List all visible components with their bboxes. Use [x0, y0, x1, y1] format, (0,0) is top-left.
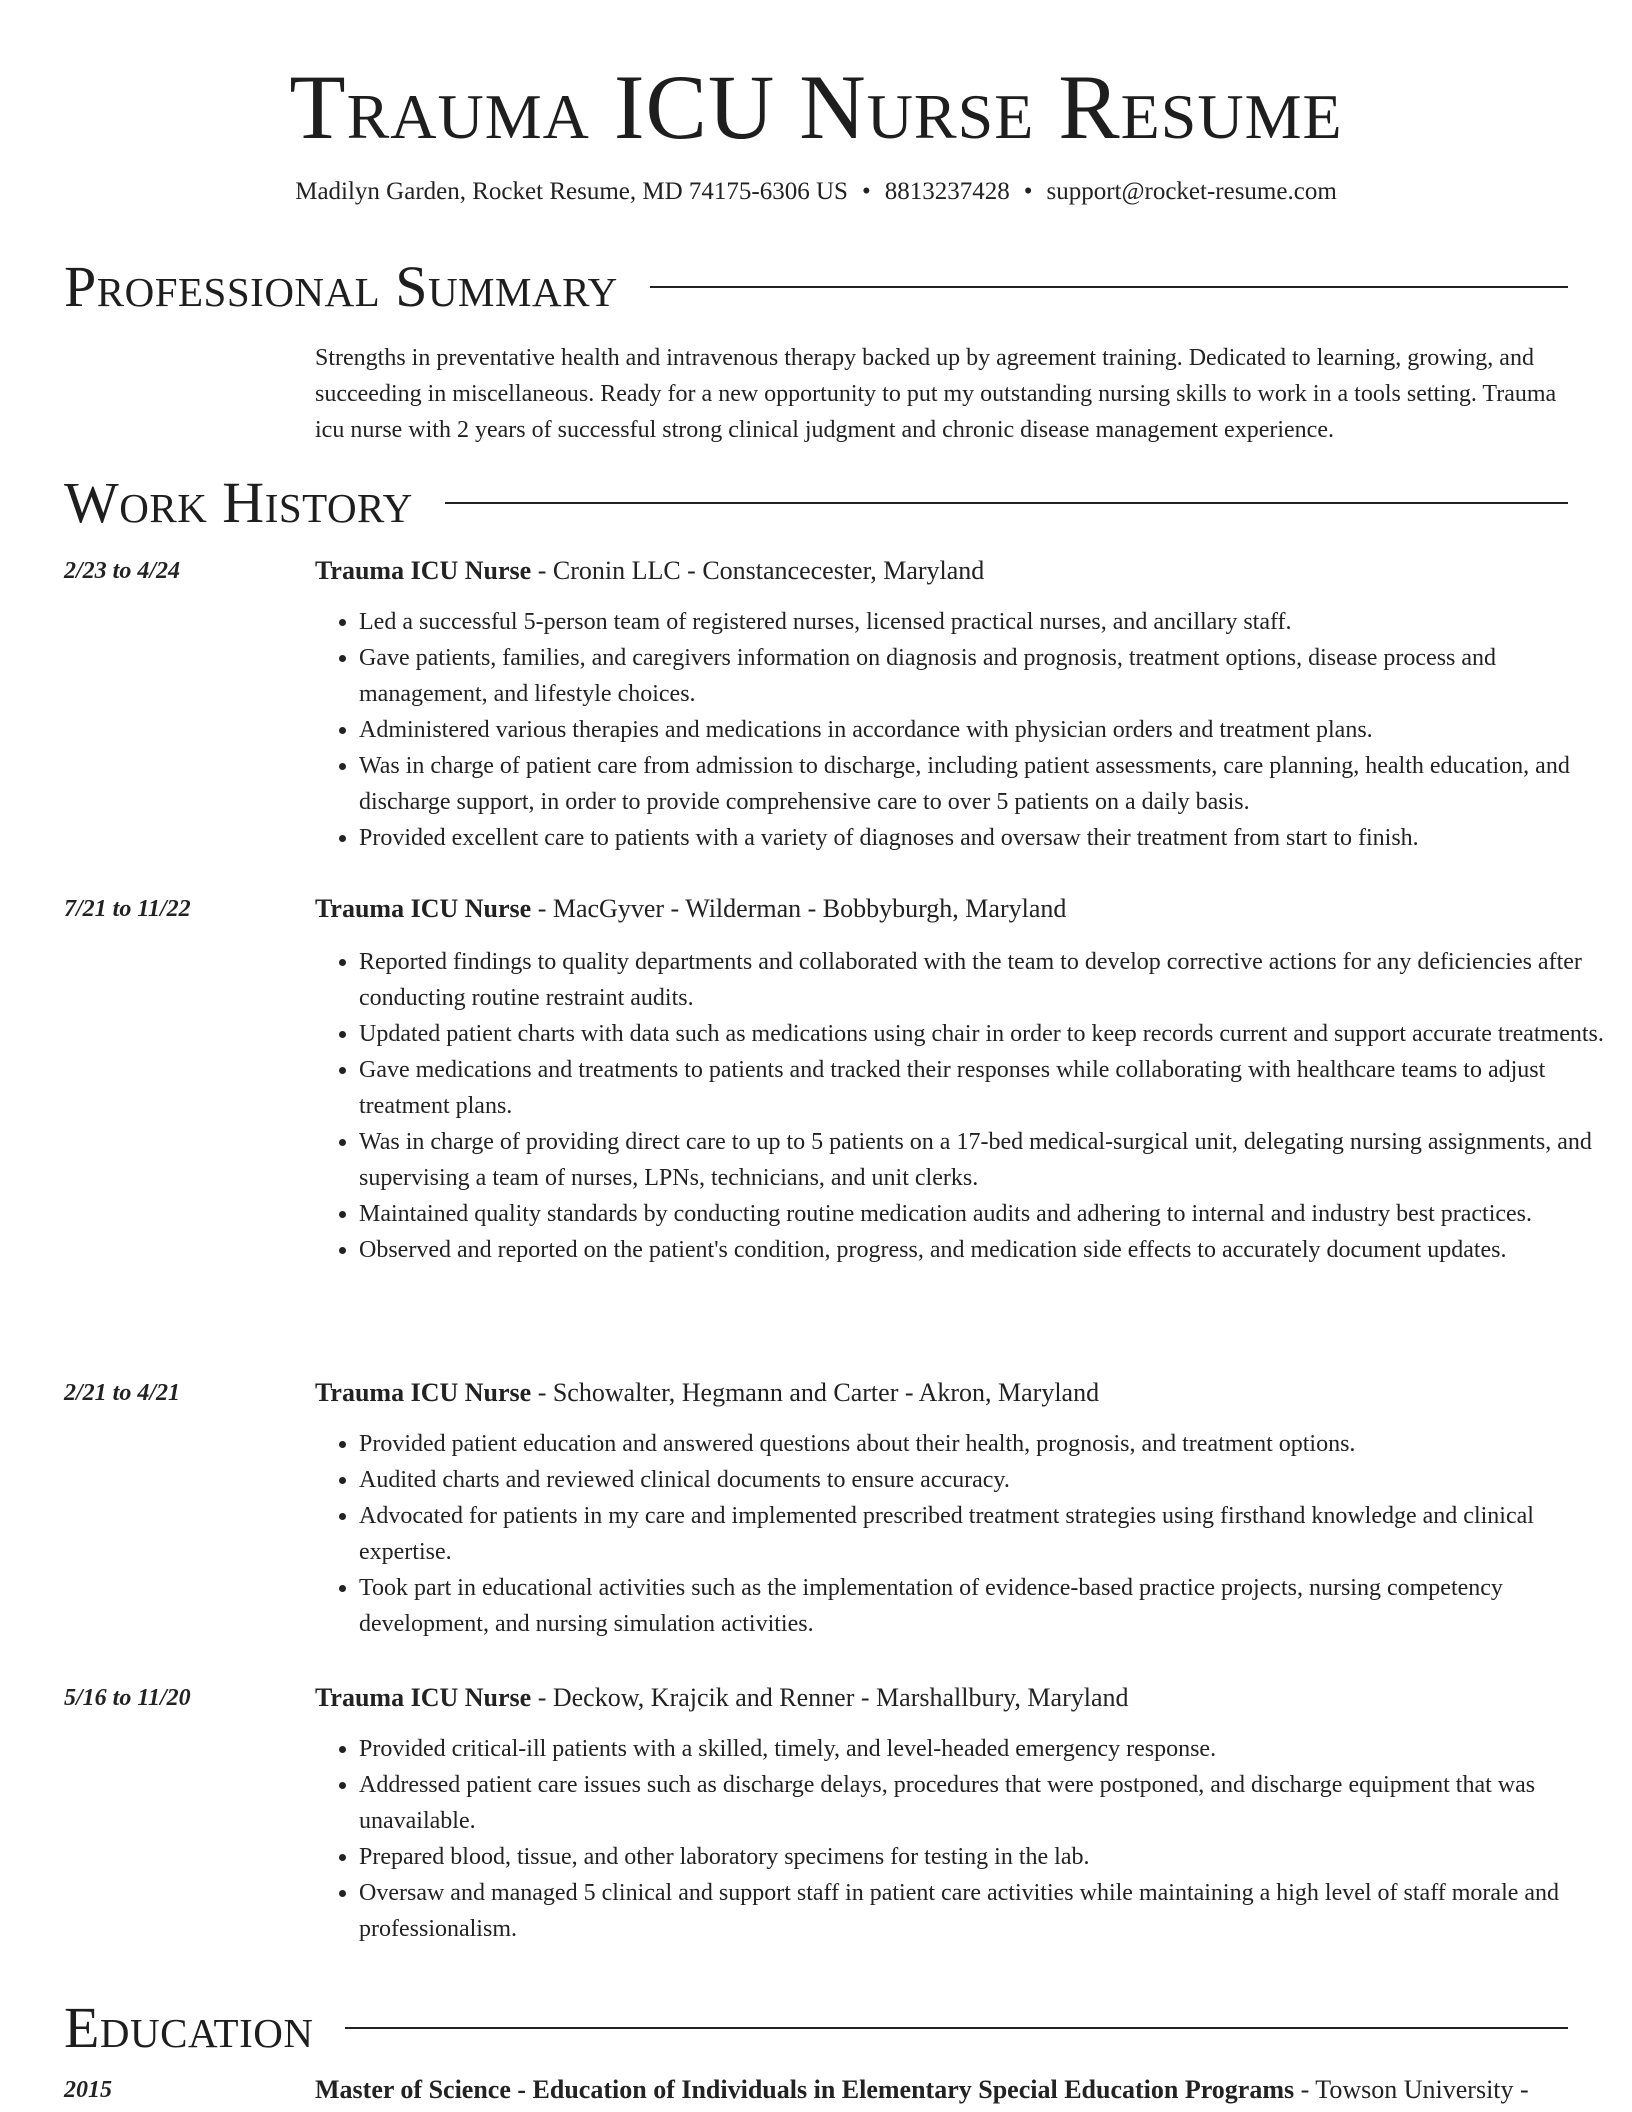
list-item: • Was in charge of patient care from admission to discharge, including patient assessments, care planning, health education, and discharge support, in order to provide comprehensive care to over 5 patients on a daily basis.	[359, 748, 1612, 820]
list-item: • Advocated for patients in my care and implemented prescribed treatment strategies using firsthand knowledge and clinical expertise.	[359, 1498, 1612, 1570]
section-divider	[650, 286, 1568, 288]
job-date: 2/21 to 4/21	[64, 1380, 181, 1406]
list-item: • Was in charge of providing direct care to up to 5 patients on a 17-bed medical-surgical unit, delegating nursing assignments, and supervising a team of nurses, LPNs, technicians, and unit clerks.	[359, 1124, 1612, 1196]
list-item: • Oversaw and managed 5 clinical and support staff in patient care activities while maintaining a high level of staff morale and professionalism.	[359, 1875, 1612, 1947]
section-header-summary	[64, 252, 1568, 322]
contact-email: support@rocket-resume.com	[1046, 178, 1337, 205]
job-heading	[315, 554, 1568, 588]
job-heading	[315, 1376, 1568, 1410]
education-heading	[315, 2073, 1568, 2107]
job-title: Trauma ICU Nurse	[315, 1683, 532, 1712]
job-employer: - MacGyver - Wilderman - Bobbyburgh, Maryland	[531, 894, 1067, 923]
section-title-work-history: Work History	[64, 470, 413, 535]
list-item: • Led a successful 5-person team of registered nurses, licensed practical nurses, and ancillary staff.	[359, 604, 1612, 640]
list-item: • Provided critical-ill patients with a skilled, timely, and level-headed emergency response.	[359, 1731, 1612, 1767]
list-item: • Updated patient charts with data such as medications using chair in order to keep records current and support accurate treatments.	[359, 1016, 1612, 1052]
job-title: Trauma ICU Nurse	[315, 1378, 532, 1407]
job-employer: - Deckow, Krajcik and Renner - Marshallbury, Maryland	[531, 1683, 1129, 1712]
job-heading	[315, 1681, 1568, 1715]
job-title: Trauma ICU Nurse	[315, 894, 532, 923]
job-bullets	[315, 944, 1612, 1268]
job-employer: - Cronin LLC - Constancecester, Maryland	[531, 556, 985, 585]
list-item: • Reported findings to quality departments and collaborated with the team to develop corrective actions for any deficiencies after conducting routine restraint audits.	[359, 944, 1612, 1016]
list-item: • Addressed patient care issues such as discharge delays, procedures that were postponed, and discharge equipment that was unavailable.	[359, 1767, 1612, 1839]
list-item: • Gave patients, families, and caregivers information on diagnosis and prognosis, treatment options, disease process and management, and lifestyle choices.	[359, 640, 1612, 712]
job-date: 2/23 to 4/24	[64, 558, 181, 584]
list-item: • Provided patient education and answered questions about their health, prognosis, and treatment options.	[359, 1426, 1612, 1462]
education-school: - Towson University -	[1294, 2075, 1529, 2104]
section-divider	[345, 2027, 1568, 2029]
list-item: • Audited charts and reviewed clinical documents to ensure accuracy.	[359, 1462, 1612, 1498]
job-date: 5/16 to 11/20	[64, 1685, 191, 1711]
job-bullets	[315, 1426, 1612, 1642]
section-header-work-history	[64, 468, 1568, 538]
page-title: Trauma ICU Nurse Resume	[289, 56, 1343, 158]
contact-line	[0, 176, 1632, 208]
section-header-education	[64, 1993, 1568, 2063]
summary-text: Strengths in preventative health and intravenous therapy backed up by agreement training. Dedicated to learning, growing, and succeeding in miscellaneous. Ready for a new opportunity to put my outstanding nursing skills to work in a tools setting. Trauma icu nurse with 2 years of successful strong clinical judgment and chronic disease management experience.	[315, 345, 1557, 443]
list-item: • Prepared blood, tissue, and other laboratory specimens for testing in the lab.	[359, 1839, 1612, 1875]
list-item: • Provided excellent care to patients with a variety of diagnoses and oversaw their treatment from start to finish.	[359, 820, 1612, 856]
job-bullets	[315, 1731, 1612, 1947]
list-item: • Observed and reported on the patient's condition, progress, and medication side effects to accurately document updates.	[359, 1232, 1612, 1268]
contact-separator: •	[861, 178, 871, 205]
contact-separator: •	[1023, 178, 1033, 205]
job-bullets	[315, 604, 1612, 856]
list-item: • Administered various therapies and medications in accordance with physician orders and treatment plans.	[359, 712, 1612, 748]
section-title-education: Education	[64, 1995, 314, 2060]
section-divider	[445, 502, 1568, 504]
contact-address: Madilyn Garden, Rocket Resume, MD 74175-6306 US	[295, 178, 848, 205]
job-title: Trauma ICU Nurse	[315, 556, 532, 585]
job-date: 7/21 to 11/22	[64, 896, 191, 922]
list-item: • Took part in educational activities such as the implementation of evidence-based practice projects, nursing competency development, and nursing simulation activities.	[359, 1570, 1612, 1642]
education-degree: Master of Science - Education of Individuals in Elementary Special Education Programs	[315, 2075, 1295, 2104]
section-title-summary: Professional Summary	[64, 254, 618, 319]
job-employer: - Schowalter, Hegmann and Carter - Akron, Maryland	[531, 1378, 1100, 1407]
job-heading	[315, 892, 1568, 926]
contact-phone: 8813237428	[884, 178, 1010, 205]
list-item: • Maintained quality standards by conducting routine medication audits and adhering to internal and industry best practices.	[359, 1196, 1612, 1232]
list-item: • Gave medications and treatments to patients and tracked their responses while collaborating with healthcare teams to adjust treatment plans.	[359, 1052, 1612, 1124]
education-date: 2015	[64, 2077, 112, 2103]
